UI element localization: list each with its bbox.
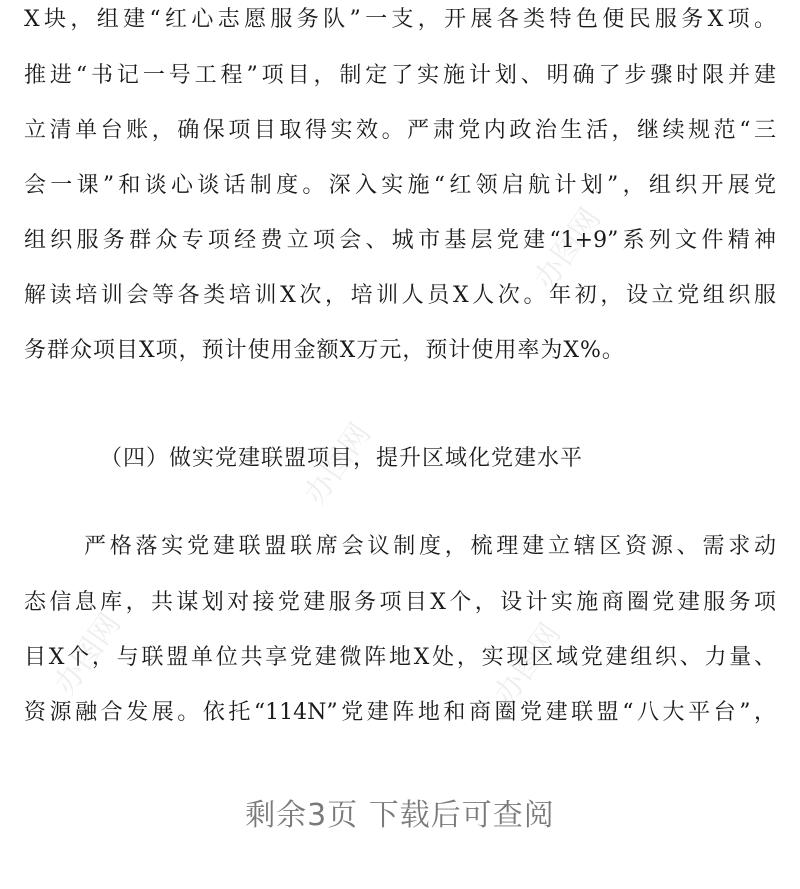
watermark: 办图网 xyxy=(487,617,569,711)
section-heading: （四）做实党建联盟项目，提升区域化党建水平 xyxy=(100,446,584,471)
paragraph-2 xyxy=(24,536,776,756)
remaining-pages-note: 剩余3页 下载后可查阅 xyxy=(245,798,555,833)
paragraph-line: 目X个，与联盟单位共享党建微阵地X处，实现区域党建组织、力量、 xyxy=(24,645,776,670)
paragraph-line: 态信息库，共谋划对接党建服务项目X个，设计实施商圈党建服务项 xyxy=(24,590,776,615)
watermark: 办图网 xyxy=(527,202,609,296)
paragraph-line: 资源融合发展。依托“114N”党建阵地和商圈党建联盟“八大平台”， xyxy=(24,700,776,725)
paragraph-line: 会一课”和谈心谈话制度。深入实施“红领启航计划”，组织开展党 xyxy=(24,173,776,198)
watermark: 办图网 xyxy=(47,607,129,701)
paragraph-line: 务群众项目X项，预计使用金额X万元，预计使用率为X%。 xyxy=(24,338,625,363)
paragraph-line: X块，组建“红心志愿服务队”一支，开展各类特色便民服务X项。 xyxy=(24,7,776,32)
paragraph-1 xyxy=(24,9,776,369)
paragraph-line: 严格落实党建联盟联席会议制度，梳理建立辖区资源、需求动 xyxy=(84,534,776,559)
paragraph-line: 解读培训会等各类培训X次，培训人员X人次。年初，设立党组织服 xyxy=(24,283,776,308)
watermark: 办图网 xyxy=(297,417,379,511)
paragraph-line: 组织服务群众专项经费立项会、城市基层党建“1+9”系列文件精神 xyxy=(24,228,776,253)
paragraph-line: 推进“书记一号工程”项目，制定了实施计划、明确了步骤时限并建 xyxy=(24,63,776,88)
paragraph-line: 立清单台账，确保项目取得实效。严肃党内政治生活，继续规范“三 xyxy=(24,118,776,143)
